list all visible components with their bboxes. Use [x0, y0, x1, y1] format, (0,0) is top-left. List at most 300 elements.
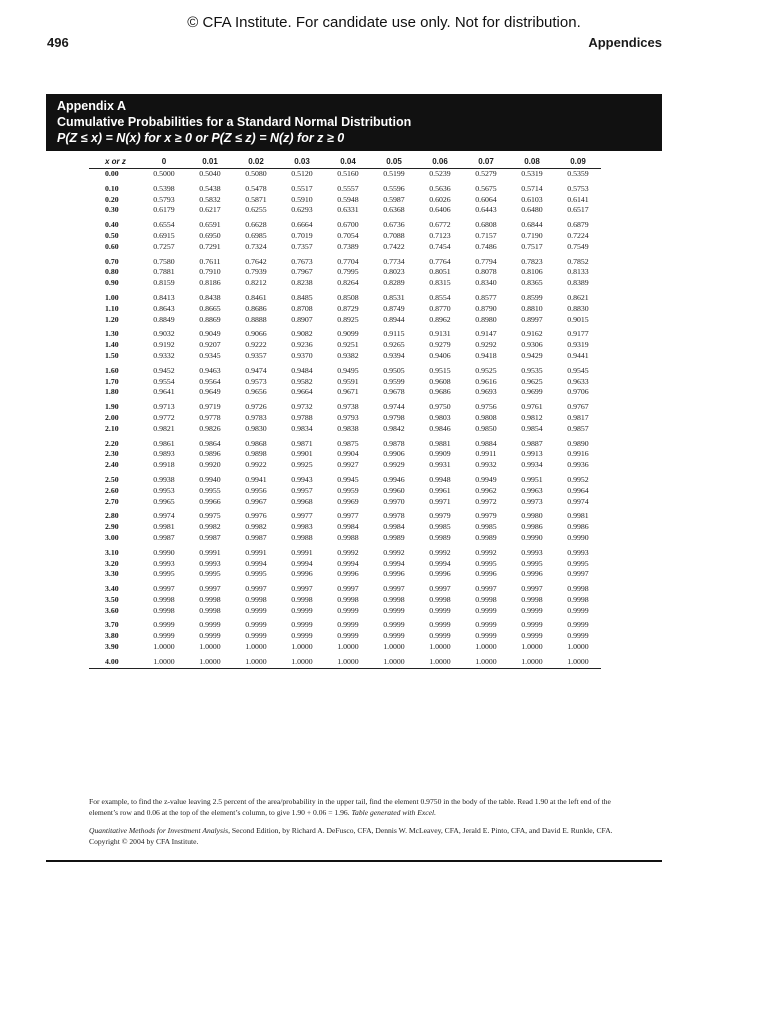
table-cell: 0.9999	[475, 620, 497, 630]
table-cell: 0.9726	[245, 402, 267, 412]
table-cell: 1.0000	[383, 642, 405, 652]
table-row	[89, 559, 601, 570]
table-cell: 0.9961	[429, 485, 451, 495]
table-cell: 0.7019	[291, 230, 313, 240]
row-label: 3.10	[105, 547, 119, 557]
row-label: 3.00	[105, 532, 119, 542]
table-row	[89, 507, 601, 522]
table-cell: 0.8708	[291, 303, 313, 313]
row-label: 2.50	[105, 474, 119, 484]
table-cell: 0.6950	[199, 230, 221, 240]
table-cell: 0.7486	[475, 241, 497, 251]
table-cell: 0.9641	[153, 387, 175, 397]
table-cell: 0.8413	[153, 292, 175, 302]
table-cell: 0.9922	[245, 460, 267, 470]
table-cell: 0.9394	[383, 350, 405, 360]
table-cell: 0.8340	[475, 278, 497, 288]
table-cell: 0.8749	[383, 303, 405, 313]
table-cell: 0.9664	[291, 387, 313, 397]
table-cell: 0.9554	[153, 376, 175, 386]
table-cell: 0.8289	[383, 278, 405, 288]
table-cell: 0.7642	[245, 256, 267, 266]
table-cell: 0.9495	[337, 365, 359, 375]
table-cell: 0.6844	[521, 220, 543, 230]
table-cell: 0.6591	[199, 220, 221, 230]
header-col-10: 0.09	[555, 155, 601, 169]
table-row	[89, 580, 601, 595]
table-cell: 0.8888	[245, 314, 267, 324]
table-cell: 0.9772	[153, 412, 175, 422]
table-cell: 0.9732	[291, 402, 313, 412]
table-cell: 0.9999	[567, 620, 589, 630]
header-col-3: 0.02	[233, 155, 279, 169]
table-row	[89, 325, 601, 340]
table-cell: 0.9989	[383, 532, 405, 542]
table-cell: 0.9997	[199, 584, 221, 594]
table-cell: 0.9983	[291, 522, 313, 532]
table-cell: 0.9871	[291, 438, 313, 448]
table-cell: 0.9997	[567, 569, 589, 579]
table-row	[89, 606, 601, 617]
row-label: 0.10	[105, 183, 119, 193]
table-cell: 0.9906	[383, 449, 405, 459]
table-row	[89, 340, 601, 351]
table-cell: 0.8461	[245, 292, 267, 302]
table-row	[89, 595, 601, 606]
table-cell: 0.9998	[291, 594, 313, 604]
table-cell: 0.9993	[567, 547, 589, 557]
table-cell: 0.5675	[475, 183, 497, 193]
row-label: 2.80	[105, 511, 119, 521]
table-cell: 0.9993	[521, 547, 543, 557]
table-cell: 0.9999	[383, 620, 405, 630]
page-number: 496	[47, 35, 69, 50]
table-row	[89, 653, 601, 668]
row-label: 1.20	[105, 314, 119, 324]
table-cell: 0.5987	[383, 194, 405, 204]
table-cell: 0.7794	[475, 256, 497, 266]
header-x-or-z: x or z	[89, 155, 141, 169]
table-cell: 0.9986	[521, 522, 543, 532]
table-cell: 0.8599	[521, 292, 543, 302]
table-cell: 0.9984	[383, 522, 405, 532]
table-cell: 0.9761	[521, 402, 543, 412]
table-cell: 0.9996	[383, 569, 405, 579]
table-cell: 0.9985	[429, 522, 451, 532]
table-cell: 0.8212	[245, 278, 267, 288]
table-cell: 0.9991	[199, 547, 221, 557]
row-label: 1.70	[105, 376, 119, 386]
row-label: 3.30	[105, 569, 119, 579]
table-cell: 0.8186	[199, 278, 221, 288]
table-cell: 0.9968	[291, 496, 313, 506]
table-cell: 0.9971	[429, 496, 451, 506]
table-cell: 0.5319	[521, 169, 543, 178]
table-cell: 0.7291	[199, 241, 221, 251]
table-cell: 0.8365	[521, 278, 543, 288]
table-cell: 0.8925	[337, 314, 359, 324]
table-cell: 0.9990	[521, 532, 543, 542]
table-cell: 0.9986	[567, 522, 589, 532]
row-label: 3.40	[105, 584, 119, 594]
table-cell: 0.9979	[429, 511, 451, 521]
table-cell: 0.9977	[291, 511, 313, 521]
table-cell: 0.6985	[245, 230, 267, 240]
table-row	[89, 522, 601, 533]
row-label: 1.90	[105, 402, 119, 412]
table-cell: 0.9032	[153, 329, 175, 339]
table-cell: 0.9573	[245, 376, 267, 386]
table-cell: 0.9608	[429, 376, 451, 386]
table-cell: 0.5832	[199, 194, 221, 204]
table-cell: 0.9693	[475, 387, 497, 397]
table-cell: 0.9582	[291, 376, 313, 386]
table-cell: 0.5359	[567, 169, 589, 178]
table-cell: 0.9998	[245, 594, 267, 604]
table-cell: 0.6700	[337, 220, 359, 230]
table-cell: 0.9890	[567, 438, 589, 448]
table-cell: 1.0000	[141, 653, 187, 668]
table-cell: 0.6628	[245, 220, 267, 230]
appendix-title: Appendix A	[57, 99, 126, 113]
table-cell: 0.9984	[337, 522, 359, 532]
table-cell: 0.5793	[153, 194, 175, 204]
table-cell: 0.9616	[475, 376, 497, 386]
header-col-1: 0	[141, 155, 187, 169]
row-label: 0.80	[105, 267, 119, 277]
table-cell: 0.9564	[199, 376, 221, 386]
table-cell: 0.7995	[337, 267, 359, 277]
table-cell: 0.8997	[521, 314, 543, 324]
table-cell: 0.9999	[521, 620, 543, 630]
table-cell: 0.9649	[199, 387, 221, 397]
appendix-banner	[46, 94, 662, 151]
table-cell: 0.9633	[567, 376, 589, 386]
table-cell: 0.9995	[245, 569, 267, 579]
table-cell: 0.9994	[337, 558, 359, 568]
table-cell: 1.0000	[429, 642, 451, 652]
table-cell: 0.6443	[475, 205, 497, 215]
table-cell: 0.7454	[429, 241, 451, 251]
table-cell: 0.7389	[337, 241, 359, 251]
table-cell: 0.9989	[429, 532, 451, 542]
table-cell: 0.9066	[245, 329, 267, 339]
table-cell: 0.7967	[291, 267, 313, 277]
row-label: 0.60	[105, 241, 119, 251]
row-label: 1.60	[105, 365, 119, 375]
table-cell: 1.0000	[245, 642, 267, 652]
table-cell: 0.9996	[521, 569, 543, 579]
table-cell: 0.5636	[429, 183, 451, 193]
table-cell: 0.9909	[429, 449, 451, 459]
table-cell: 0.9750	[429, 402, 451, 412]
row-label: 3.90	[105, 642, 119, 652]
table-row	[89, 315, 601, 326]
table-cell: 0.9969	[337, 496, 359, 506]
table-cell: 0.7734	[383, 256, 405, 266]
table-row	[89, 569, 601, 580]
table-cell: 0.9803	[429, 412, 451, 422]
table-cell: 0.9842	[383, 423, 405, 433]
example-note-text: For example, to find the z-value leaving 2.5 percent of the area/probability in the upper tail, find the element 0.9750 in the body of the table. Read 1.90 at the left end of the element’s row and 0.06 at the top of the element’s column, to give 1.90 + 0.06 = 1.96.	[89, 797, 611, 817]
table-cell: 1.0000	[187, 653, 233, 668]
table-cell: 0.9995	[475, 558, 497, 568]
table-cell: 0.5239	[429, 169, 451, 178]
table-cell: 0.5557	[337, 183, 359, 193]
table-cell: 0.9868	[245, 438, 267, 448]
table-body	[89, 169, 601, 669]
table-cell: 0.7257	[153, 241, 175, 251]
table-cell: 0.9936	[567, 460, 589, 470]
table-cell: 0.9115	[383, 329, 405, 339]
table-cell: 0.9999	[199, 631, 221, 641]
table-cell: 0.9973	[521, 496, 543, 506]
table-cell: 0.9999	[429, 605, 451, 615]
table-cell: 0.9992	[337, 547, 359, 557]
table-cell: 0.6179	[153, 205, 175, 215]
table-cell: 0.7939	[245, 267, 267, 277]
table-cell: 0.9875	[337, 438, 359, 448]
table-cell: 1.0000	[153, 642, 175, 652]
row-label: 0.00	[105, 169, 119, 178]
table-cell: 0.9951	[521, 474, 543, 484]
table-cell: 0.9996	[429, 569, 451, 579]
table-cell: 1.0000	[417, 653, 463, 668]
table-cell: 0.9997	[337, 584, 359, 594]
table-row	[89, 195, 601, 206]
table-cell: 0.9994	[245, 558, 267, 568]
table-cell: 0.9846	[429, 423, 451, 433]
table-cell: 0.6026	[429, 194, 451, 204]
row-label: 3.80	[105, 631, 119, 641]
table-cell: 0.9850	[475, 423, 497, 433]
table-cell: 0.9429	[521, 350, 543, 360]
table-cell: 0.9251	[337, 340, 359, 350]
table-row	[89, 289, 601, 304]
row-label: 0.30	[105, 205, 119, 215]
example-note	[89, 796, 629, 818]
table-cell: 0.8238	[291, 278, 313, 288]
header-col-6: 0.05	[371, 155, 417, 169]
table-cell: 0.9934	[521, 460, 543, 470]
table-cell: 0.9177	[567, 329, 589, 339]
example-note-italic: Table generated with Excel.	[351, 808, 436, 817]
table-cell: 0.9964	[567, 485, 589, 495]
table-cell: 0.8485	[291, 292, 313, 302]
table-cell: 0.9985	[475, 522, 497, 532]
table-cell: 0.9857	[567, 423, 589, 433]
table-row	[89, 424, 601, 435]
table-cell: 0.9207	[199, 340, 221, 350]
table-cell: 0.9999	[337, 631, 359, 641]
source-note	[89, 825, 629, 847]
table-cell: 0.8729	[337, 303, 359, 313]
row-label: 2.30	[105, 449, 119, 459]
table-cell: 0.9319	[567, 340, 589, 350]
table-cell: 0.9975	[199, 511, 221, 521]
header-col-2: 0.01	[187, 155, 233, 169]
table-cell: 1.0000	[521, 642, 543, 652]
table-row	[89, 216, 601, 231]
table-row	[89, 180, 601, 195]
table-cell: 0.9099	[337, 329, 359, 339]
table-cell: 0.9671	[337, 387, 359, 397]
table-cell: 0.9881	[429, 438, 451, 448]
table-cell: 0.9515	[429, 365, 451, 375]
table-row	[89, 377, 601, 388]
table-cell: 0.5279	[475, 169, 497, 178]
table-cell: 0.9535	[521, 365, 543, 375]
source-text: , Second Edition, by Richard A. DeFusco, CFA, Dennis W. McLeavey, CFA, Jerald E. Pinto, CFA, and David E. Runkle, CFA. Copyright © 2004 by CFA Institute.	[89, 826, 613, 846]
bottom-rule	[46, 860, 662, 862]
table-cell: 0.9981	[567, 511, 589, 521]
table-cell: 0.8962	[429, 314, 451, 324]
table-cell: 0.9997	[383, 584, 405, 594]
table-cell: 0.9484	[291, 365, 313, 375]
table-cell: 0.5398	[153, 183, 175, 193]
table-cell: 0.9678	[383, 387, 405, 397]
table-cell: 0.9830	[245, 423, 267, 433]
table-cell: 0.6480	[521, 205, 543, 215]
table-cell: 0.9767	[567, 402, 589, 412]
table-cell: 0.9999	[337, 620, 359, 630]
row-label: 2.00	[105, 412, 119, 422]
table-cell: 0.9993	[199, 558, 221, 568]
table-cell: 0.9625	[521, 376, 543, 386]
table-cell: 0.8643	[153, 303, 175, 313]
table-cell: 0.7054	[337, 230, 359, 240]
table-cell: 0.9370	[291, 350, 313, 360]
table-cell: 0.9999	[245, 605, 267, 615]
table-cell: 0.6772	[429, 220, 451, 230]
table-cell: 0.5871	[245, 194, 267, 204]
table-cell: 0.7823	[521, 256, 543, 266]
table-cell: 1.0000	[233, 653, 279, 668]
table-cell: 0.8869	[199, 314, 221, 324]
table-cell: 0.9977	[337, 511, 359, 521]
table-cell: 0.9997	[291, 584, 313, 594]
table-cell: 0.9838	[337, 423, 359, 433]
table-cell: 0.8790	[475, 303, 497, 313]
table-cell: 0.8133	[567, 267, 589, 277]
table-row	[89, 616, 601, 631]
row-label: 4.00	[89, 653, 141, 668]
table-cell: 0.8531	[383, 292, 405, 302]
table-cell: 0.9706	[567, 387, 589, 397]
table-cell: 0.9998	[567, 584, 589, 594]
table-cell: 0.9918	[153, 460, 175, 470]
table-cell: 0.9999	[291, 605, 313, 615]
table-cell: 0.5000	[153, 169, 175, 178]
table-cell: 0.9713	[153, 402, 175, 412]
table-cell: 0.9997	[429, 584, 451, 594]
table-cell: 0.9953	[153, 485, 175, 495]
table-cell: 1.0000	[337, 642, 359, 652]
table-row	[89, 497, 601, 508]
table-cell: 0.9998	[199, 605, 221, 615]
row-label: 3.50	[105, 594, 119, 604]
table-cell: 0.8686	[245, 303, 267, 313]
table-cell: 0.9974	[567, 496, 589, 506]
table-cell: 0.9945	[337, 474, 359, 484]
table-cell: 0.9976	[245, 511, 267, 521]
table-cell: 0.9834	[291, 423, 313, 433]
table-cell: 0.7088	[383, 230, 405, 240]
table-cell: 0.9996	[291, 569, 313, 579]
row-label: 1.50	[105, 350, 119, 360]
table-cell: 0.9978	[383, 511, 405, 521]
table-cell: 0.6517	[567, 205, 589, 215]
table-cell: 0.9463	[199, 365, 221, 375]
table-cell: 0.9981	[153, 522, 175, 532]
table-cell: 0.9382	[337, 350, 359, 360]
table-cell: 0.9920	[199, 460, 221, 470]
table-cell: 0.6064	[475, 194, 497, 204]
table-cell: 0.5753	[567, 183, 589, 193]
table-cell: 0.9147	[475, 329, 497, 339]
table-cell: 0.9956	[245, 485, 267, 495]
table-row	[89, 449, 601, 460]
table-cell: 0.7549	[567, 241, 589, 251]
table-cell: 0.7764	[429, 256, 451, 266]
table-cell: 0.9991	[245, 547, 267, 557]
table-cell: 0.8577	[475, 292, 497, 302]
table-cell: 0.9999	[429, 631, 451, 641]
table-cell: 0.9997	[475, 584, 497, 594]
table-cell: 0.9960	[383, 485, 405, 495]
row-label: 1.10	[105, 303, 119, 313]
row-label: 1.00	[105, 292, 119, 302]
row-label: 2.90	[105, 522, 119, 532]
table-cell: 1.0000	[475, 642, 497, 652]
table-cell: 0.9996	[475, 569, 497, 579]
table-cell: 0.8315	[429, 278, 451, 288]
table-cell: 0.6915	[153, 230, 175, 240]
table-cell: 0.7910	[199, 267, 221, 277]
table-cell: 0.5478	[245, 183, 267, 193]
table-cell: 0.6368	[383, 205, 405, 215]
copyright-notice: © CFA Institute. For candidate use only. Not for distribution.	[187, 14, 581, 31]
table-cell: 0.9967	[245, 496, 267, 506]
section-title: Appendices	[588, 35, 662, 50]
table-cell: 0.9965	[153, 496, 175, 506]
header-col-8: 0.07	[463, 155, 509, 169]
table-cell: 0.9999	[567, 631, 589, 641]
table-cell: 0.8944	[383, 314, 405, 324]
table-row	[89, 387, 601, 398]
table-cell: 0.9783	[245, 412, 267, 422]
table-cell: 0.7704	[337, 256, 359, 266]
table-cell: 0.9927	[337, 460, 359, 470]
table-cell: 0.9949	[475, 474, 497, 484]
table-cell: 1.0000	[291, 642, 313, 652]
table-cell: 0.9995	[521, 558, 543, 568]
table-cell: 0.8051	[429, 267, 451, 277]
table-cell: 0.9997	[245, 584, 267, 594]
table-cell: 0.9999	[337, 605, 359, 615]
table-cell: 0.9991	[291, 547, 313, 557]
table-cell: 0.9901	[291, 449, 313, 459]
table-cell: 0.9913	[521, 449, 543, 459]
row-label: 3.70	[105, 620, 119, 630]
table-cell: 0.9999	[567, 605, 589, 615]
table-cell: 0.5910	[291, 194, 313, 204]
table-cell: 0.9864	[199, 438, 221, 448]
table-cell: 0.9998	[199, 594, 221, 604]
table-cell: 0.9962	[475, 485, 497, 495]
table-cell: 0.9998	[429, 594, 451, 604]
table-cell: 0.9798	[383, 412, 405, 422]
